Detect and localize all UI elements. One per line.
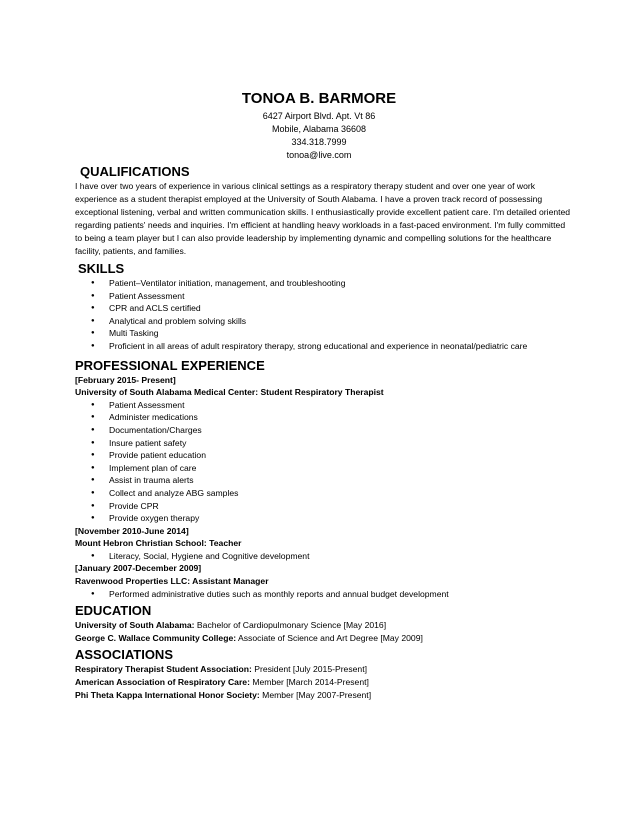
address-line-1: 6427 Airport Blvd. Apt. Vt 86: [262, 111, 376, 121]
education-entry: [75, 619, 571, 632]
skills-list: [75, 277, 571, 353]
job-duty: ● Literacy, Social, Hygiene and Cognitive development: [91, 550, 571, 563]
job-title: Ravenwood Properties LLC: Assistant Manager: [75, 576, 269, 587]
phone-number: 334.318.7999: [291, 137, 347, 147]
association-name: Phi Theta Kappa International Honor Society:: [75, 689, 260, 700]
job-duties-list: [75, 550, 571, 563]
job-title: University of South Alabama Medical Center: Student Respiratory Therapist: [75, 387, 384, 398]
qualifications-text: I have over two years of experience in various clinical settings as a respiratory therapy student and over one year of work experience as a student therapist employed at the University of South Alabama. I have a proven track record of possessing exceptional listening, verbal and written communication skills. I enthusiastically provide excellent patient care. I'm detailed oriented regarding patients' needs and inquiries. I'm efficient at handling heavy workloads in a fast-paced environment. I'm fully committed to being a team player but I can also provide leadership by implementing dynamic and compelling solutions for the healthcare facility, patients, and families.: [75, 181, 571, 256]
associations-heading: ASSOCIATIONS: [75, 647, 173, 663]
association-entry: [75, 663, 571, 676]
address-line-2: Mobile, Alabama 36608: [271, 124, 367, 134]
job-dates: [February 2015- Present]: [75, 374, 176, 385]
skill-item: ● Patient Assessment: [91, 290, 571, 303]
degree-detail: Associate of Science and Art Degree [May 2009]: [236, 632, 423, 643]
education-heading: EDUCATION: [75, 603, 152, 619]
school-name: George C. Wallace Community College:: [75, 632, 237, 643]
association-name: American Association of Respiratory Care:: [75, 677, 250, 688]
skills-heading: SKILLS: [78, 261, 125, 276]
resume-header: [0, 90, 638, 162]
job-duty: ● Administer medications: [91, 411, 571, 424]
association-detail: Member [May 2007-Present]: [259, 689, 372, 700]
skill-item: ● CPR and ACLS certified: [91, 302, 571, 315]
association-entry: [75, 689, 571, 702]
job-dates: [January 2007-December 2009]: [75, 563, 202, 574]
skill-item: ● Patient–Ventilator initiation, management, and troubleshooting: [91, 277, 571, 290]
job-duty: ● Documentation/Charges: [91, 424, 571, 437]
job-duty: ● Performed administrative duties such as monthly reports and annual budget development: [91, 588, 571, 601]
skill-item: ● Proficient in all areas of adult respiratory therapy, strong educational and experience in neonatal/pediatric care: [91, 340, 571, 353]
job-duty: ● Provide oxygen therapy: [91, 512, 571, 525]
skill-item: ● Multi Tasking: [91, 327, 571, 340]
association-entry: [75, 676, 571, 689]
job-duty: ● Provide CPR: [91, 500, 571, 513]
candidate-name: TONOA B. BARMORE: [241, 90, 397, 107]
job-duty: ● Provide patient education: [91, 449, 571, 462]
qualifications-heading: QUALIFICATIONS: [80, 164, 190, 179]
education-entry: [75, 632, 571, 645]
skill-item: ● Analytical and problem solving skills: [91, 315, 571, 328]
email-address: tonoa@live.com: [286, 150, 352, 160]
job-duty: ● Collect and analyze ABG samples: [91, 487, 571, 500]
job-dates: [November 2010-June 2014]: [75, 525, 189, 536]
job-duty: ● Assist in trauma alerts: [91, 474, 571, 487]
job-title: Mount Hebron Christian School: Teacher: [75, 538, 242, 549]
resume-body: [75, 163, 571, 701]
job-duties-list: [75, 588, 571, 601]
job-duty: ● Patient Assessment: [91, 399, 571, 412]
job-duty: ● Implement plan of care: [91, 462, 571, 475]
degree-detail: Bachelor of Cardiopulmonary Science [May 2016]: [194, 620, 387, 631]
experience-heading: PROFESSIONAL EXPERIENCE: [75, 357, 265, 373]
association-name: Respiratory Therapist Student Association:: [75, 664, 252, 675]
job-duty: ● Insure patient safety: [91, 437, 571, 450]
association-detail: President [July 2015-Present]: [251, 664, 367, 675]
job-duties-list: [75, 399, 571, 525]
school-name: University of South Alabama:: [75, 620, 195, 631]
association-detail: Member [March 2014-Present]: [249, 677, 369, 688]
